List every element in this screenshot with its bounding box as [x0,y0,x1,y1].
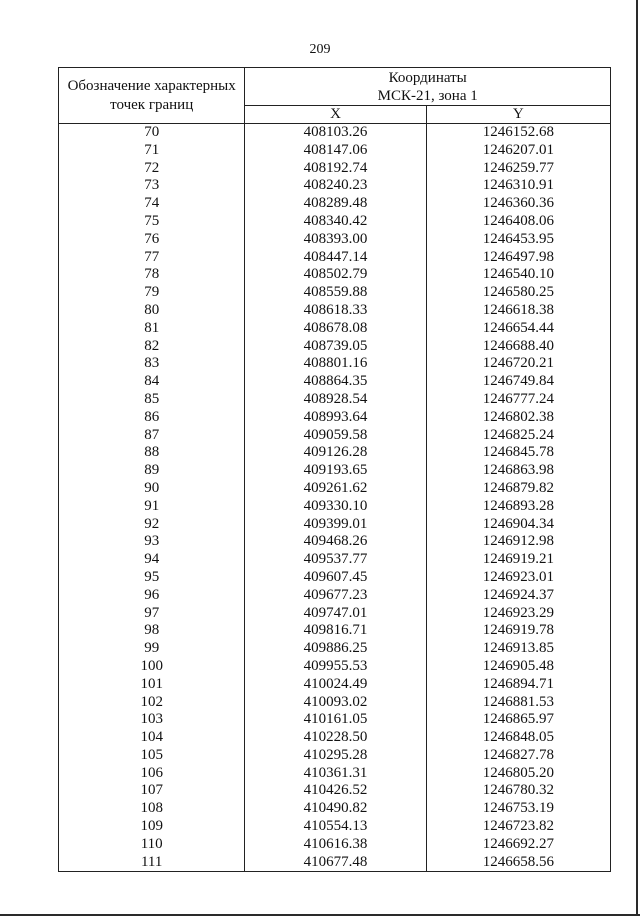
point-number-cell: 78 [59,266,245,284]
y-coordinate-cell: 1246863.98 [426,462,610,480]
point-number-cell: 110 [59,836,245,854]
y-coordinate-cell: 1246905.48 [426,658,610,676]
y-coordinate-cell: 1246919.78 [426,622,610,640]
x-coordinate-cell: 408289.48 [245,195,426,213]
table-row [59,373,611,391]
point-number-cell: 100 [59,658,245,676]
table-row [59,605,611,623]
y-coordinate-cell: 1246749.84 [426,373,610,391]
y-coordinate-cell: 1246580.25 [426,284,610,302]
x-coordinate-cell: 409747.01 [245,605,426,623]
y-coordinate-cell: 1246893.28 [426,498,610,516]
x-coordinate-cell: 409677.23 [245,587,426,605]
point-number-cell: 82 [59,338,245,356]
point-number-cell: 99 [59,640,245,658]
point-number-cell: 106 [59,765,245,783]
point-number-cell: 83 [59,355,245,373]
x-coordinate-cell: 410161.05 [245,711,426,729]
x-coordinate-cell: 410554.13 [245,818,426,836]
x-coordinate-cell: 409886.25 [245,640,426,658]
table-row [59,266,611,284]
point-number-cell: 98 [59,622,245,640]
x-coordinate-cell: 408502.79 [245,266,426,284]
table-row [59,444,611,462]
point-number-cell: 81 [59,320,245,338]
y-coordinate-cell: 1246654.44 [426,320,610,338]
x-coordinate-cell: 410228.50 [245,729,426,747]
y-coordinate-cell: 1246497.98 [426,249,610,267]
table-row [59,782,611,800]
y-coordinate-cell: 1246845.78 [426,444,610,462]
x-coordinate-cell: 408993.64 [245,409,426,427]
coordinates-table [58,67,611,872]
y-coordinate-cell: 1246881.53 [426,694,610,712]
x-coordinate-cell: 408864.35 [245,373,426,391]
x-column-header: X [245,106,426,124]
y-coordinate-cell: 1246825.24 [426,427,610,445]
y-coordinate-cell: 1246259.77 [426,160,610,178]
table-row [59,676,611,694]
table-row [59,765,611,783]
point-number-cell: 102 [59,694,245,712]
table-row [59,391,611,409]
point-number-cell: 71 [59,142,245,160]
x-coordinate-cell: 408340.42 [245,213,426,231]
point-number-cell: 73 [59,177,245,195]
x-coordinate-cell: 408559.88 [245,284,426,302]
x-coordinate-cell: 408678.08 [245,320,426,338]
point-number-cell: 109 [59,818,245,836]
x-coordinate-cell: 408447.14 [245,249,426,267]
x-coordinate-cell: 410677.48 [245,854,426,872]
point-number-cell: 72 [59,160,245,178]
point-number-cell: 79 [59,284,245,302]
table-row [59,320,611,338]
y-coordinate-cell: 1246923.01 [426,569,610,587]
x-coordinate-cell: 410024.49 [245,676,426,694]
table-row [59,622,611,640]
point-number-cell: 80 [59,302,245,320]
point-number-cell: 96 [59,587,245,605]
table-row [59,569,611,587]
y-coordinate-cell: 1246923.29 [426,605,610,623]
y-coordinate-cell: 1246360.36 [426,195,610,213]
x-coordinate-cell: 408393.00 [245,231,426,249]
y-coordinate-cell: 1246688.40 [426,338,610,356]
y-column-header: Y [426,106,610,124]
table-header [59,68,611,124]
point-number-cell: 93 [59,533,245,551]
point-number-cell: 86 [59,409,245,427]
point-number-cell: 105 [59,747,245,765]
x-coordinate-cell: 408928.54 [245,391,426,409]
point-number-cell: 111 [59,854,245,872]
table-row [59,338,611,356]
x-coordinate-cell: 408240.23 [245,177,426,195]
point-number-cell: 84 [59,373,245,391]
y-coordinate-cell: 1246720.21 [426,355,610,373]
y-coordinate-cell: 1246658.56 [426,854,610,872]
coordinate-system-label: МСК-21, зона 1 [377,88,478,104]
table-row [59,160,611,178]
table-row [59,427,611,445]
y-coordinate-cell: 1246453.95 [426,231,610,249]
page-number: 209 [309,42,331,57]
x-coordinate-cell: 408801.16 [245,355,426,373]
table-row [59,711,611,729]
x-coordinate-cell: 408147.06 [245,142,426,160]
table-row [59,355,611,373]
x-coordinate-cell: 409955.53 [245,658,426,676]
coordinates-header [245,68,611,106]
x-coordinate-cell: 408192.74 [245,160,426,178]
point-number-cell: 101 [59,676,245,694]
y-coordinate-cell: 1246865.97 [426,711,610,729]
x-coordinate-cell: 409330.10 [245,498,426,516]
point-number-cell: 94 [59,551,245,569]
y-coordinate-cell: 1246310.91 [426,177,610,195]
y-coordinate-cell: 1246913.85 [426,640,610,658]
table-row [59,658,611,676]
y-coordinate-cell: 1246805.20 [426,765,610,783]
table-row [59,533,611,551]
y-coordinate-cell: 1246152.68 [426,124,610,142]
y-coordinate-cell: 1246540.10 [426,266,610,284]
y-coordinate-cell: 1246618.38 [426,302,610,320]
x-coordinate-cell: 410361.31 [245,765,426,783]
y-coordinate-cell: 1246777.24 [426,391,610,409]
table-row [59,177,611,195]
x-coordinate-cell: 409261.62 [245,480,426,498]
table-row [59,800,611,818]
point-number-cell: 90 [59,480,245,498]
table-row [59,729,611,747]
x-coordinate-cell: 409468.26 [245,533,426,551]
point-number-cell: 91 [59,498,245,516]
table-row [59,551,611,569]
table-row [59,836,611,854]
y-coordinate-cell: 1246827.78 [426,747,610,765]
y-coordinate-cell: 1246802.38 [426,409,610,427]
points-column-header: Обозначение характерных точек границ [59,68,245,124]
x-coordinate-cell: 409607.45 [245,569,426,587]
x-coordinate-cell: 410616.38 [245,836,426,854]
x-coordinate-cell: 408103.26 [245,124,426,142]
x-coordinate-cell: 409399.01 [245,516,426,534]
point-number-cell: 74 [59,195,245,213]
point-number-cell: 107 [59,782,245,800]
y-coordinate-cell: 1246912.98 [426,533,610,551]
x-coordinate-cell: 408618.33 [245,302,426,320]
x-coordinate-cell: 409126.28 [245,444,426,462]
table-row [59,195,611,213]
x-coordinate-cell: 409816.71 [245,622,426,640]
y-coordinate-cell: 1246723.82 [426,818,610,836]
y-coordinate-cell: 1246924.37 [426,587,610,605]
point-number-cell: 70 [59,124,245,142]
y-coordinate-cell: 1246879.82 [426,480,610,498]
x-coordinate-cell: 409537.77 [245,551,426,569]
table-row [59,747,611,765]
table-row [59,640,611,658]
x-coordinate-cell: 410295.28 [245,747,426,765]
point-number-cell: 104 [59,729,245,747]
coordinates-title: Координаты [388,70,467,86]
table-row [59,694,611,712]
table-row [59,302,611,320]
table-row [59,818,611,836]
table-row [59,249,611,267]
point-number-cell: 103 [59,711,245,729]
point-number-cell: 75 [59,213,245,231]
table-row [59,854,611,872]
x-coordinate-cell: 410426.52 [245,782,426,800]
x-coordinate-cell: 409193.65 [245,462,426,480]
y-coordinate-cell: 1246780.32 [426,782,610,800]
table-row [59,498,611,516]
y-coordinate-cell: 1246904.34 [426,516,610,534]
x-coordinate-cell: 410490.82 [245,800,426,818]
point-number-cell: 88 [59,444,245,462]
table-row [59,142,611,160]
point-number-cell: 77 [59,249,245,267]
table-row [59,587,611,605]
point-number-cell: 87 [59,427,245,445]
point-number-cell: 97 [59,605,245,623]
table-row [59,124,611,142]
table-row [59,462,611,480]
table-body [59,124,611,872]
table-row [59,409,611,427]
y-coordinate-cell: 1246848.05 [426,729,610,747]
point-number-cell: 108 [59,800,245,818]
scan-edge-right [636,0,638,916]
point-number-cell: 92 [59,516,245,534]
y-coordinate-cell: 1246408.06 [426,213,610,231]
x-coordinate-cell: 409059.58 [245,427,426,445]
y-coordinate-cell: 1246692.27 [426,836,610,854]
point-number-cell: 76 [59,231,245,249]
point-number-cell: 89 [59,462,245,480]
table-row [59,284,611,302]
y-coordinate-cell: 1246894.71 [426,676,610,694]
x-coordinate-cell: 408739.05 [245,338,426,356]
table-row [59,231,611,249]
table-row [59,213,611,231]
point-number-cell: 95 [59,569,245,587]
point-number-cell: 85 [59,391,245,409]
table-row [59,480,611,498]
y-coordinate-cell: 1246207.01 [426,142,610,160]
y-coordinate-cell: 1246753.19 [426,800,610,818]
x-coordinate-cell: 410093.02 [245,694,426,712]
y-coordinate-cell: 1246919.21 [426,551,610,569]
table-row [59,516,611,534]
